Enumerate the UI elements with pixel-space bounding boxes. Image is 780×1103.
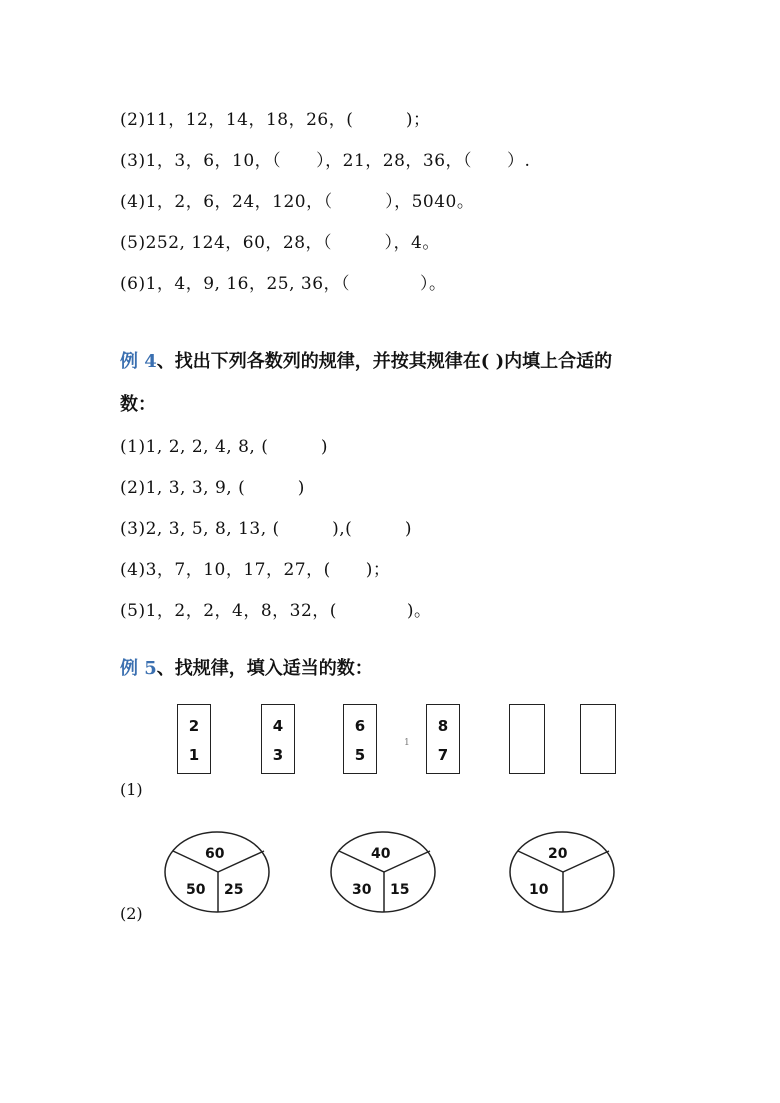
circle-divider-shape [329,830,437,914]
example-4-item-1: (1)1, 2, 2, 4, 8, ( ) [120,437,328,457]
part-2-label: (2) [120,904,143,923]
stray-mark: 1 [404,738,410,748]
blank-card [509,704,545,774]
card-top-number: 4 [272,717,284,735]
circle-divider-shape [508,830,616,914]
circle-divider-shape [163,830,271,914]
number-card [177,704,211,774]
part-1-label: (1) [120,780,143,799]
example-4-title-line1: 、找出下列各数列的规律，并按其规律在( )内填上合适的 [156,351,613,372]
divided-circle [163,830,271,914]
blank-card [580,704,616,774]
divided-circle [329,830,437,914]
card-top-number: 2 [188,717,200,735]
circle-right-number: 25 [224,882,244,898]
circle-top-number: 60 [205,846,225,862]
example-4-heading [120,347,612,373]
card-bottom-number: 7 [437,746,449,764]
sequence-line-4: (4)1，2，6，24，120，（ ），5040。 [120,192,475,212]
number-card [426,704,460,774]
example-5-title: 、找规律，填入适当的数： [156,658,373,679]
example-4-item-3: (3)2, 3, 5, 8, 13, ( ),( ) [120,519,412,539]
card-top-number: 8 [437,717,449,735]
sequence-line-3: (3)1，3，6，10，（ ），21，28，36，（ ）. [120,151,531,171]
sequence-line-2: (2)11，12，14，18，26，( )； [120,110,431,130]
sequence-line-6: (6)1，4，9, 16，25, 36，（ ）。 [120,274,447,294]
example-5-tag: 例 5 [120,658,157,679]
circle-top-number: 40 [371,846,391,862]
circle-left-number: 10 [529,882,549,898]
example-4-item-2: (2)1, 3, 3, 9, ( ) [120,478,305,498]
card-bottom-number: 5 [354,746,366,764]
card-top-number: 6 [354,717,366,735]
example-4-title-line2: 数： [120,394,156,415]
circle-top-number: 20 [548,846,568,862]
sequence-line-5: (5)252, 124，60，28，（ ），4。 [120,233,440,253]
number-card [261,704,295,774]
example-4-item-4: (4)3，7，10，17，27，( )； [120,560,391,580]
example-4-item-5: (5)1，2，2，4，8，32，( )。 [120,601,432,621]
card-bottom-number: 3 [272,746,284,764]
circle-right-number: 15 [390,882,410,898]
example-5-heading [120,654,373,680]
card-bottom-number: 1 [188,746,200,764]
divided-circle [508,830,616,914]
circle-left-number: 30 [352,882,372,898]
number-card [343,704,377,774]
circle-left-number: 50 [186,882,206,898]
example-4-tag: 例 4 [120,351,157,372]
